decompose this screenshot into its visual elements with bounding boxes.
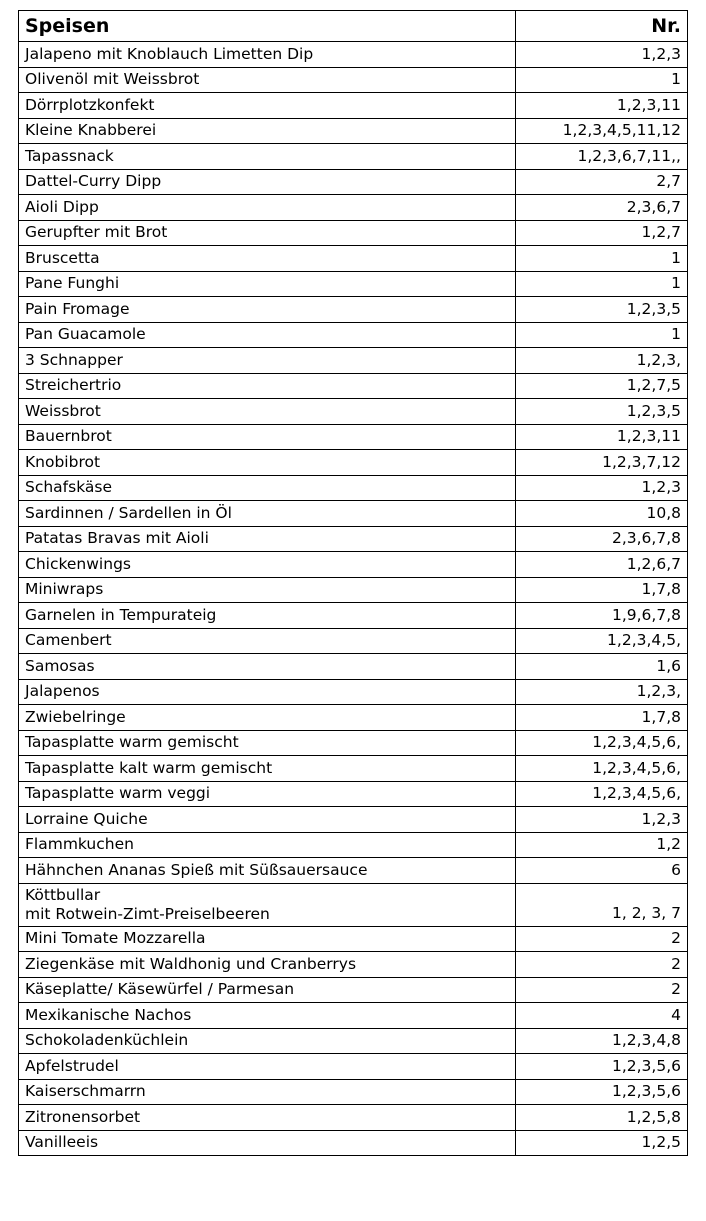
dish-nr-cell: 1,2,3,5	[516, 399, 688, 425]
dish-name-cell: Tapassnack	[19, 144, 516, 170]
table-row	[19, 977, 688, 1003]
dish-name-cell: Samosas	[19, 654, 516, 680]
dish-nr-cell: 1,2,3,11	[516, 424, 688, 450]
dish-nr-cell: 1,2	[516, 832, 688, 858]
table-row	[19, 807, 688, 833]
dish-name-cell: Zwiebelringe	[19, 705, 516, 731]
table-row	[19, 1105, 688, 1131]
table-row	[19, 67, 688, 93]
table-row	[19, 858, 688, 884]
dish-nr-cell: 1,2,3,4,5,11,12	[516, 118, 688, 144]
dish-nr-cell: 1,2,3,4,5,6,	[516, 756, 688, 782]
dish-name-cell: Miniwraps	[19, 577, 516, 603]
table-row	[19, 552, 688, 578]
dish-name-cell: Mexikanische Nachos	[19, 1003, 516, 1029]
table-row	[19, 832, 688, 858]
dish-nr-cell: 1,2,3,5	[516, 297, 688, 323]
table-row	[19, 144, 688, 170]
table-row	[19, 424, 688, 450]
table-row	[19, 1130, 688, 1156]
dish-name-cell: Ziegenkäse mit Waldhonig und Cranberrys	[19, 952, 516, 978]
dish-name-cell: Bauernbrot	[19, 424, 516, 450]
dish-name-cell: Pan Guacamole	[19, 322, 516, 348]
table-row	[19, 526, 688, 552]
dish-name-cell: Chickenwings	[19, 552, 516, 578]
dish-nr-cell: 2,3,6,7	[516, 195, 688, 221]
table-row	[19, 169, 688, 195]
dish-name-cell: Garnelen in Tempurateig	[19, 603, 516, 629]
dish-nr-cell: 1,2,3,4,8	[516, 1028, 688, 1054]
table-body	[19, 42, 688, 1156]
dish-nr-cell: 1	[516, 67, 688, 93]
dish-nr-cell: 1,2,3	[516, 807, 688, 833]
dish-name-cell: Aioli Dipp	[19, 195, 516, 221]
dish-name-cell: Schafskäse	[19, 475, 516, 501]
dish-name-cell: Käseplatte/ Käsewürfel / Parmesan	[19, 977, 516, 1003]
dish-nr-cell: 1,2,6,7	[516, 552, 688, 578]
dish-nr-cell: 1,2,3,11	[516, 93, 688, 119]
table-row	[19, 679, 688, 705]
table-row	[19, 952, 688, 978]
dish-nr-cell: 1	[516, 322, 688, 348]
dish-nr-cell: 1, 2, 3, 7	[516, 883, 688, 926]
dish-name-cell: Kleine Knabberei	[19, 118, 516, 144]
dish-nr-cell: 1,2,3,5,6	[516, 1079, 688, 1105]
dish-nr-cell: 1,2,3	[516, 42, 688, 68]
table-row	[19, 1079, 688, 1105]
table-row	[19, 246, 688, 272]
dish-name-cell: Streichertrio	[19, 373, 516, 399]
table-row	[19, 220, 688, 246]
dish-nr-cell: 1	[516, 271, 688, 297]
dish-name-cell: Pain Fromage	[19, 297, 516, 323]
dish-name-cell: Olivenöl mit Weissbrot	[19, 67, 516, 93]
table-row	[19, 603, 688, 629]
table-row	[19, 926, 688, 952]
dish-nr-cell: 1,2,3,5,6	[516, 1054, 688, 1080]
table-row	[19, 501, 688, 527]
table-row	[19, 654, 688, 680]
dish-nr-cell: 2	[516, 977, 688, 1003]
table-row	[19, 577, 688, 603]
dish-nr-cell: 1,2,5,8	[516, 1105, 688, 1131]
dish-name-cell: Vanilleeis	[19, 1130, 516, 1156]
dish-nr-cell: 1,2,3,7,12	[516, 450, 688, 476]
dish-nr-cell: 1,2,3,4,5,	[516, 628, 688, 654]
dish-name-cell: Tapasplatte warm veggi	[19, 781, 516, 807]
table-row	[19, 730, 688, 756]
dish-name-cell: Dörrplotzkonfekt	[19, 93, 516, 119]
dish-nr-cell: 2	[516, 926, 688, 952]
dish-name-cell: Weissbrot	[19, 399, 516, 425]
dish-name-cell: Jalapeno mit Knoblauch Limetten Dip	[19, 42, 516, 68]
table-header	[19, 11, 688, 42]
dish-name-cell	[19, 883, 516, 926]
table-row	[19, 628, 688, 654]
dish-nr-cell: 1,2,3,4,5,6,	[516, 781, 688, 807]
table-row	[19, 475, 688, 501]
dish-name-cell: Tapasplatte warm gemischt	[19, 730, 516, 756]
dish-name-cell: Dattel-Curry Dipp	[19, 169, 516, 195]
dish-name-cell: Gerupfter mit Brot	[19, 220, 516, 246]
dish-name-cell: Apfelstrudel	[19, 1054, 516, 1080]
dish-nr-cell: 1,7,8	[516, 705, 688, 731]
header-nr: Nr.	[516, 11, 688, 42]
table-row	[19, 705, 688, 731]
table-row	[19, 1003, 688, 1029]
dish-name-cell: Bruscetta	[19, 246, 516, 272]
dish-nr-cell: 1,2,5	[516, 1130, 688, 1156]
dish-nr-cell: 4	[516, 1003, 688, 1029]
dish-nr-cell: 1,2,3,	[516, 679, 688, 705]
dish-name-cell: Zitronensorbet	[19, 1105, 516, 1131]
dish-nr-cell: 1,2,3,4,5,6,	[516, 730, 688, 756]
dish-nr-cell: 2,3,6,7,8	[516, 526, 688, 552]
table-row	[19, 883, 688, 926]
dish-nr-cell: 1,2,3,6,7,11,,	[516, 144, 688, 170]
dish-nr-cell: 1,2,7,5	[516, 373, 688, 399]
table-row	[19, 756, 688, 782]
dish-name-cell: Mini Tomate Mozzarella	[19, 926, 516, 952]
dish-name-cell: Knobibrot	[19, 450, 516, 476]
table-row	[19, 781, 688, 807]
dish-nr-cell: 1,2,3,	[516, 348, 688, 374]
table-row	[19, 42, 688, 68]
table-row	[19, 1028, 688, 1054]
dish-name-cell: Schokoladenküchlein	[19, 1028, 516, 1054]
dish-nr-cell: 2,7	[516, 169, 688, 195]
dish-name-line-1: Köttbullar	[25, 885, 101, 904]
table-row	[19, 118, 688, 144]
table-row	[19, 195, 688, 221]
table-row	[19, 93, 688, 119]
dish-name-line-2: mit Rotwein-Zimt-Preiselbeeren	[25, 904, 270, 923]
dish-name-cell: Hähnchen Ananas Spieß mit Süßsauersauce	[19, 858, 516, 884]
table-row	[19, 373, 688, 399]
dish-name-cell: Lorraine Quiche	[19, 807, 516, 833]
dish-name-cell: 3 Schnapper	[19, 348, 516, 374]
dish-nr-cell: 1,2,7	[516, 220, 688, 246]
dish-name-cell: Sardinnen / Sardellen in Öl	[19, 501, 516, 527]
dish-name-cell: Flammkuchen	[19, 832, 516, 858]
table-row	[19, 348, 688, 374]
dish-name-cell: Pane Funghi	[19, 271, 516, 297]
header-row	[19, 11, 688, 42]
table-row	[19, 399, 688, 425]
table-row	[19, 1054, 688, 1080]
dish-name-cell: Tapasplatte kalt warm gemischt	[19, 756, 516, 782]
dish-nr-cell: 1,7,8	[516, 577, 688, 603]
header-speisen: Speisen	[19, 11, 516, 42]
dish-nr-cell: 1	[516, 246, 688, 272]
dish-nr-cell: 6	[516, 858, 688, 884]
dish-nr-cell: 10,8	[516, 501, 688, 527]
table-row	[19, 297, 688, 323]
menu-table	[18, 10, 688, 1156]
table-row	[19, 450, 688, 476]
dish-nr-cell: 1,6	[516, 654, 688, 680]
dish-name-cell: Kaiserschmarrn	[19, 1079, 516, 1105]
table-row	[19, 322, 688, 348]
dish-name-cell: Jalapenos	[19, 679, 516, 705]
dish-nr-cell: 1,9,6,7,8	[516, 603, 688, 629]
table-row	[19, 271, 688, 297]
dish-name-cell: Camenbert	[19, 628, 516, 654]
dish-nr-cell: 2	[516, 952, 688, 978]
dish-nr-cell: 1,2,3	[516, 475, 688, 501]
dish-name-cell: Patatas Bravas mit Aioli	[19, 526, 516, 552]
